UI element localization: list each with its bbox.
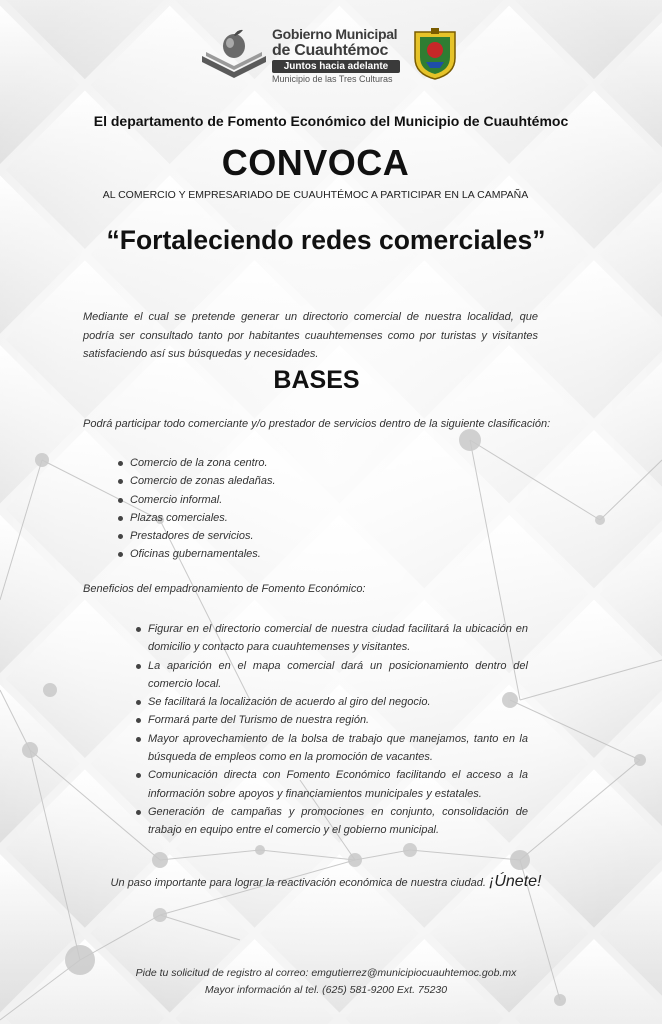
list-item: Mayor aprovechamiento de la bolsa de trabajo que manejamos, tanto en la búsqueda de empleos como en la promoción de vacantes. [136,730,528,767]
municipality-logo [200,26,405,88]
logo-tagline: Municipio de las Tres Culturas [272,74,393,84]
intro-paragraph: Mediante el cual se pretende generar un directorio comercial de nuestra localidad, que podría ser consultado tanto por habitantes cuauhtemenses como por turistas y visitantes satisfaciendo así sus búsquedas y necesidades. [83,311,538,360]
contact-info [0,965,652,999]
logo-title-line-2: de Cuauhtémoc [272,42,389,59]
cta-join: ¡Únete! [489,873,542,890]
contact-phone-line: Mayor información al tel. (625) 581-9200 Ext. 75230 [204,984,448,996]
list-item: Comunicación directa con Fomento Económico facilitando el acceso a la información sobre apoyos y financiamientos municipales y estatales. [136,766,528,803]
contact-email-line: Pide tu solicitud de registro al correo: emgutierrez@municipiocuauhtemoc.gob.mx [135,967,517,979]
apple-book-logo-icon [200,28,268,78]
list-item: Se facilitará la localización de acuerdo al giro del negocio. [136,693,528,711]
list-item: Plazas comerciales. [118,509,418,527]
convoca-title: CONVOCA [221,142,410,183]
call-to-action [0,873,652,891]
call-subtitle: AL COMERCIO Y EMPRESARIADO DE CUAUHTÉMOC A PARTICIPAR EN LA CAMPAÑA [102,189,529,201]
list-item: Figurar en el directorio comercial de nuestra ciudad facilitará la ubicación en domicilio y contacto para cuauhtemenses y visitantes. [136,620,528,657]
category-list [118,454,418,564]
list-item: La aparición en el mapa comercial dará un posicionamiento dentro del comercio local. [136,657,528,694]
list-item: Comercio de la zona centro. [118,454,418,472]
department-heading: El departamento de Fomento Económico del Municipio de Cuauhtémoc [93,113,569,129]
list-item: Formará parte del Turismo de nuestra región. [136,711,528,729]
list-item: Comercio informal. [118,491,418,509]
list-item: Oficinas gubernamentales. [118,545,418,563]
logo-slogan: Juntos hacia adelante [272,60,400,73]
municipal-coat-of-arms-icon [412,28,458,80]
benefits-list [136,620,528,840]
bases-title: BASES [273,366,360,394]
list-item: Prestadores de servicios. [118,527,418,545]
participation-intro: Podrá participar todo comerciante y/o prestador de servicios dentro de la siguiente clasificación: [83,418,551,430]
cta-text: Un paso importante para lograr la reactivación económica de nuestra ciudad. [110,877,486,889]
list-item: Generación de campañas y promociones en conjunto, consolidación de trabajo en equipo entre el comercio y el gobierno municipal. [136,803,528,840]
benefits-title: Beneficios del empadronamiento de Fomento Económico: [83,583,366,595]
list-item: Comercio de zonas aledañas. [118,472,418,490]
logo-title-line-1: Gobierno Municipal [272,26,398,42]
campaign-title: “Fortaleciendo redes comerciales” [106,225,546,255]
